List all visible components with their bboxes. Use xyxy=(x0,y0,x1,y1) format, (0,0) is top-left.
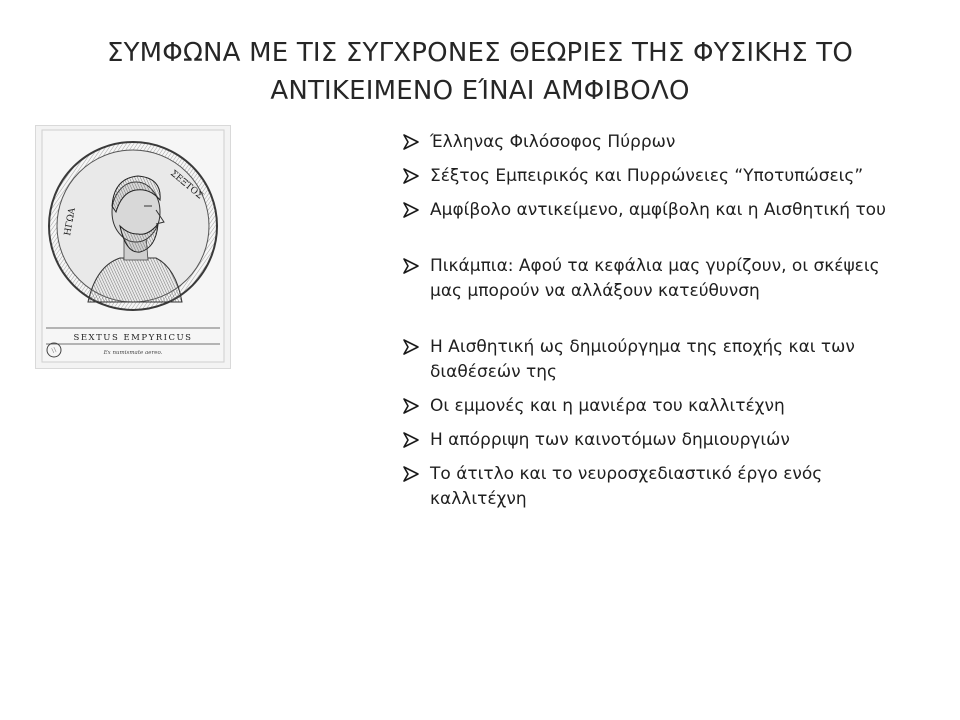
arrow-bullet-icon xyxy=(402,201,420,219)
svg-text:ΗΓΩΑ: ΗΓΩΑ xyxy=(63,207,78,237)
arrow-bullet-icon xyxy=(402,257,420,275)
bullet-item xyxy=(402,335,902,385)
bullet-item xyxy=(402,254,902,304)
arrow-bullet-icon xyxy=(402,397,420,415)
bullet-text: Η Αισθητική ως δημιούργημα της εποχής και των διαθέσεών της xyxy=(430,337,855,382)
bullet-item xyxy=(402,130,902,155)
arrow-bullet-icon xyxy=(402,465,420,483)
bullet-item xyxy=(402,198,902,223)
bullet-text: Σέξτος Εμπειρικός και Πυρρώνειες “Υποτυπώσεις” xyxy=(430,166,864,186)
bullet-item xyxy=(402,394,902,419)
bullet-item xyxy=(402,462,902,512)
bullet-text: Η απόρριψη των καινοτόμων δημιουργιών xyxy=(430,430,790,450)
bullet-text: Το άτιτλο και το νευροσχεδιαστικό έργο ενός καλλιτέχνη xyxy=(430,464,823,509)
slide-title-line-1: ΣΥΜΦΩΝΑ ΜΕ ΤΙΣ ΣΥΓΧΡΟΝΕΣ ΘΕΩΡΙΕΣ ΤΗΣ ΦΥΣΙΚΗΣ ΤΟ xyxy=(106,38,854,68)
bullet-item xyxy=(402,428,902,453)
arrow-bullet-icon xyxy=(402,133,420,151)
svg-text:ΣΕΞΤΟΣ: ΣΕΞΤΟΣ xyxy=(168,168,205,202)
slide-title-line-2: ΑΝΤΙΚΕΙΜΕΝΟ ΕΊΝΑΙ ΑΜΦΙΒΟΛΟ xyxy=(270,76,690,106)
arrow-bullet-icon xyxy=(402,431,420,449)
arrow-bullet-icon xyxy=(402,338,420,356)
arrow-bullet-icon xyxy=(402,167,420,185)
bullet-text: Πικάμπια: Αφού τα κεφάλια μας γυρίζουν, οι σκέψεις μας μπορούν να αλλάξουν κατεύθυνση xyxy=(430,256,880,301)
sextus-empiricus-portrait xyxy=(35,125,231,369)
bullet-text: Έλληνας Φιλόσοφος Πύρρων xyxy=(430,132,676,152)
bullet-text: Οι εμμονές και η μανιέρα του καλλιτέχνη xyxy=(430,396,785,416)
bullet-list xyxy=(402,130,902,521)
slide-title xyxy=(60,34,900,110)
portrait-subcaption: Ex numismate aereo. xyxy=(103,350,163,356)
bullet-text: Αμφίβολο αντικείμενο, αμφίβολη και η Αισθητική του xyxy=(430,200,886,220)
bullet-item xyxy=(402,164,902,189)
portrait-caption: SEXTUS EMPYRICUS xyxy=(73,333,193,343)
